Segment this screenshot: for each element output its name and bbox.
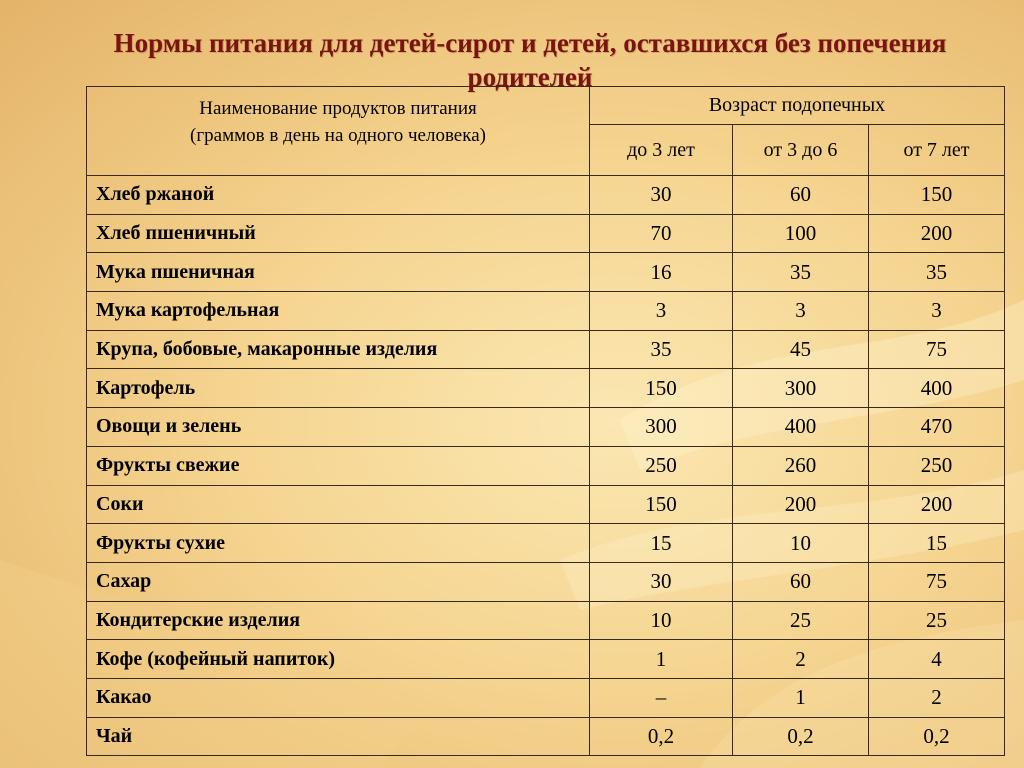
table-row [87,253,1005,292]
value-cell: 200 [733,485,869,524]
table-row [87,446,1005,485]
column-header-3-to-6: от 3 до 6 [733,125,869,176]
value-cell: 1 [590,640,733,679]
table-row [87,408,1005,447]
value-cell: 35 [869,253,1005,292]
value-cell: 0,2 [869,717,1005,756]
value-cell: 3 [590,292,733,331]
value-cell: 45 [733,330,869,369]
product-name-cell: Сахар [87,562,590,601]
age-header: Возраст подопечных [590,87,1005,125]
table-row [87,214,1005,253]
value-cell: 1 [733,678,869,717]
value-cell: 60 [733,562,869,601]
table-row [87,640,1005,679]
column-header-under-3: до 3 лет [590,125,733,176]
table-row [87,562,1005,601]
value-cell: 10 [733,524,869,563]
value-cell: 35 [590,330,733,369]
value-cell: 70 [590,214,733,253]
value-cell: 16 [590,253,733,292]
product-name-cell: Какао [87,678,590,717]
table-row [87,369,1005,408]
value-cell: 10 [590,601,733,640]
table-row [87,601,1005,640]
value-cell: 470 [869,408,1005,447]
value-cell: 400 [733,408,869,447]
value-cell: 0,2 [590,717,733,756]
product-name-cell: Фрукты сухие [87,524,590,563]
value-cell: 30 [590,562,733,601]
value-cell: 300 [590,408,733,447]
table-row [87,678,1005,717]
product-name-cell: Крупа, бобовые, макаронные изделия [87,330,590,369]
table-row [87,524,1005,563]
product-name-cell: Овощи и зелень [87,408,590,447]
value-cell: 75 [869,330,1005,369]
value-cell: 3 [733,292,869,331]
value-cell: 200 [869,214,1005,253]
product-name-cell: Фрукты свежие [87,446,590,485]
value-cell: 200 [869,485,1005,524]
value-cell: 150 [590,485,733,524]
page-title: Нормы питания для детей-сирот и детей, оставшихся без попечения родителей [113,28,947,92]
value-cell: 3 [869,292,1005,331]
value-cell: 25 [733,601,869,640]
value-cell: 260 [733,446,869,485]
product-name-header [87,87,590,176]
product-name-cell: Соки [87,485,590,524]
value-cell: 15 [590,524,733,563]
value-cell: 30 [590,176,733,215]
value-cell: 0,2 [733,717,869,756]
product-name-cell: Мука пшеничная [87,253,590,292]
product-name-cell: Кондитерские изделия [87,601,590,640]
product-name-cell: Картофель [87,369,590,408]
nutrition-norms-table [86,86,1005,756]
table-row [87,176,1005,215]
value-cell: – [590,678,733,717]
product-name-cell: Хлеб пшеничный [87,214,590,253]
value-cell: 250 [590,446,733,485]
value-cell: 75 [869,562,1005,601]
table-header-row [87,87,1005,125]
value-cell: 15 [869,524,1005,563]
product-name-cell: Мука картофельная [87,292,590,331]
product-name-header-line1: Наименование продуктов питания [199,98,477,119]
value-cell: 35 [733,253,869,292]
product-name-cell: Чай [87,717,590,756]
value-cell: 150 [590,369,733,408]
table-row [87,485,1005,524]
product-name-cell: Кофе (кофейный напиток) [87,640,590,679]
value-cell: 300 [733,369,869,408]
value-cell: 2 [733,640,869,679]
value-cell: 100 [733,214,869,253]
table-row [87,717,1005,756]
table-row [87,292,1005,331]
column-header-7-plus: от 7 лет [869,125,1005,176]
product-name-cell: Хлеб ржаной [87,176,590,215]
value-cell: 150 [869,176,1005,215]
table-row [87,330,1005,369]
value-cell: 400 [869,369,1005,408]
product-name-header-line2: (граммов в день на одного человека) [190,125,486,146]
value-cell: 250 [869,446,1005,485]
value-cell: 60 [733,176,869,215]
value-cell: 4 [869,640,1005,679]
value-cell: 25 [869,601,1005,640]
value-cell: 2 [869,678,1005,717]
